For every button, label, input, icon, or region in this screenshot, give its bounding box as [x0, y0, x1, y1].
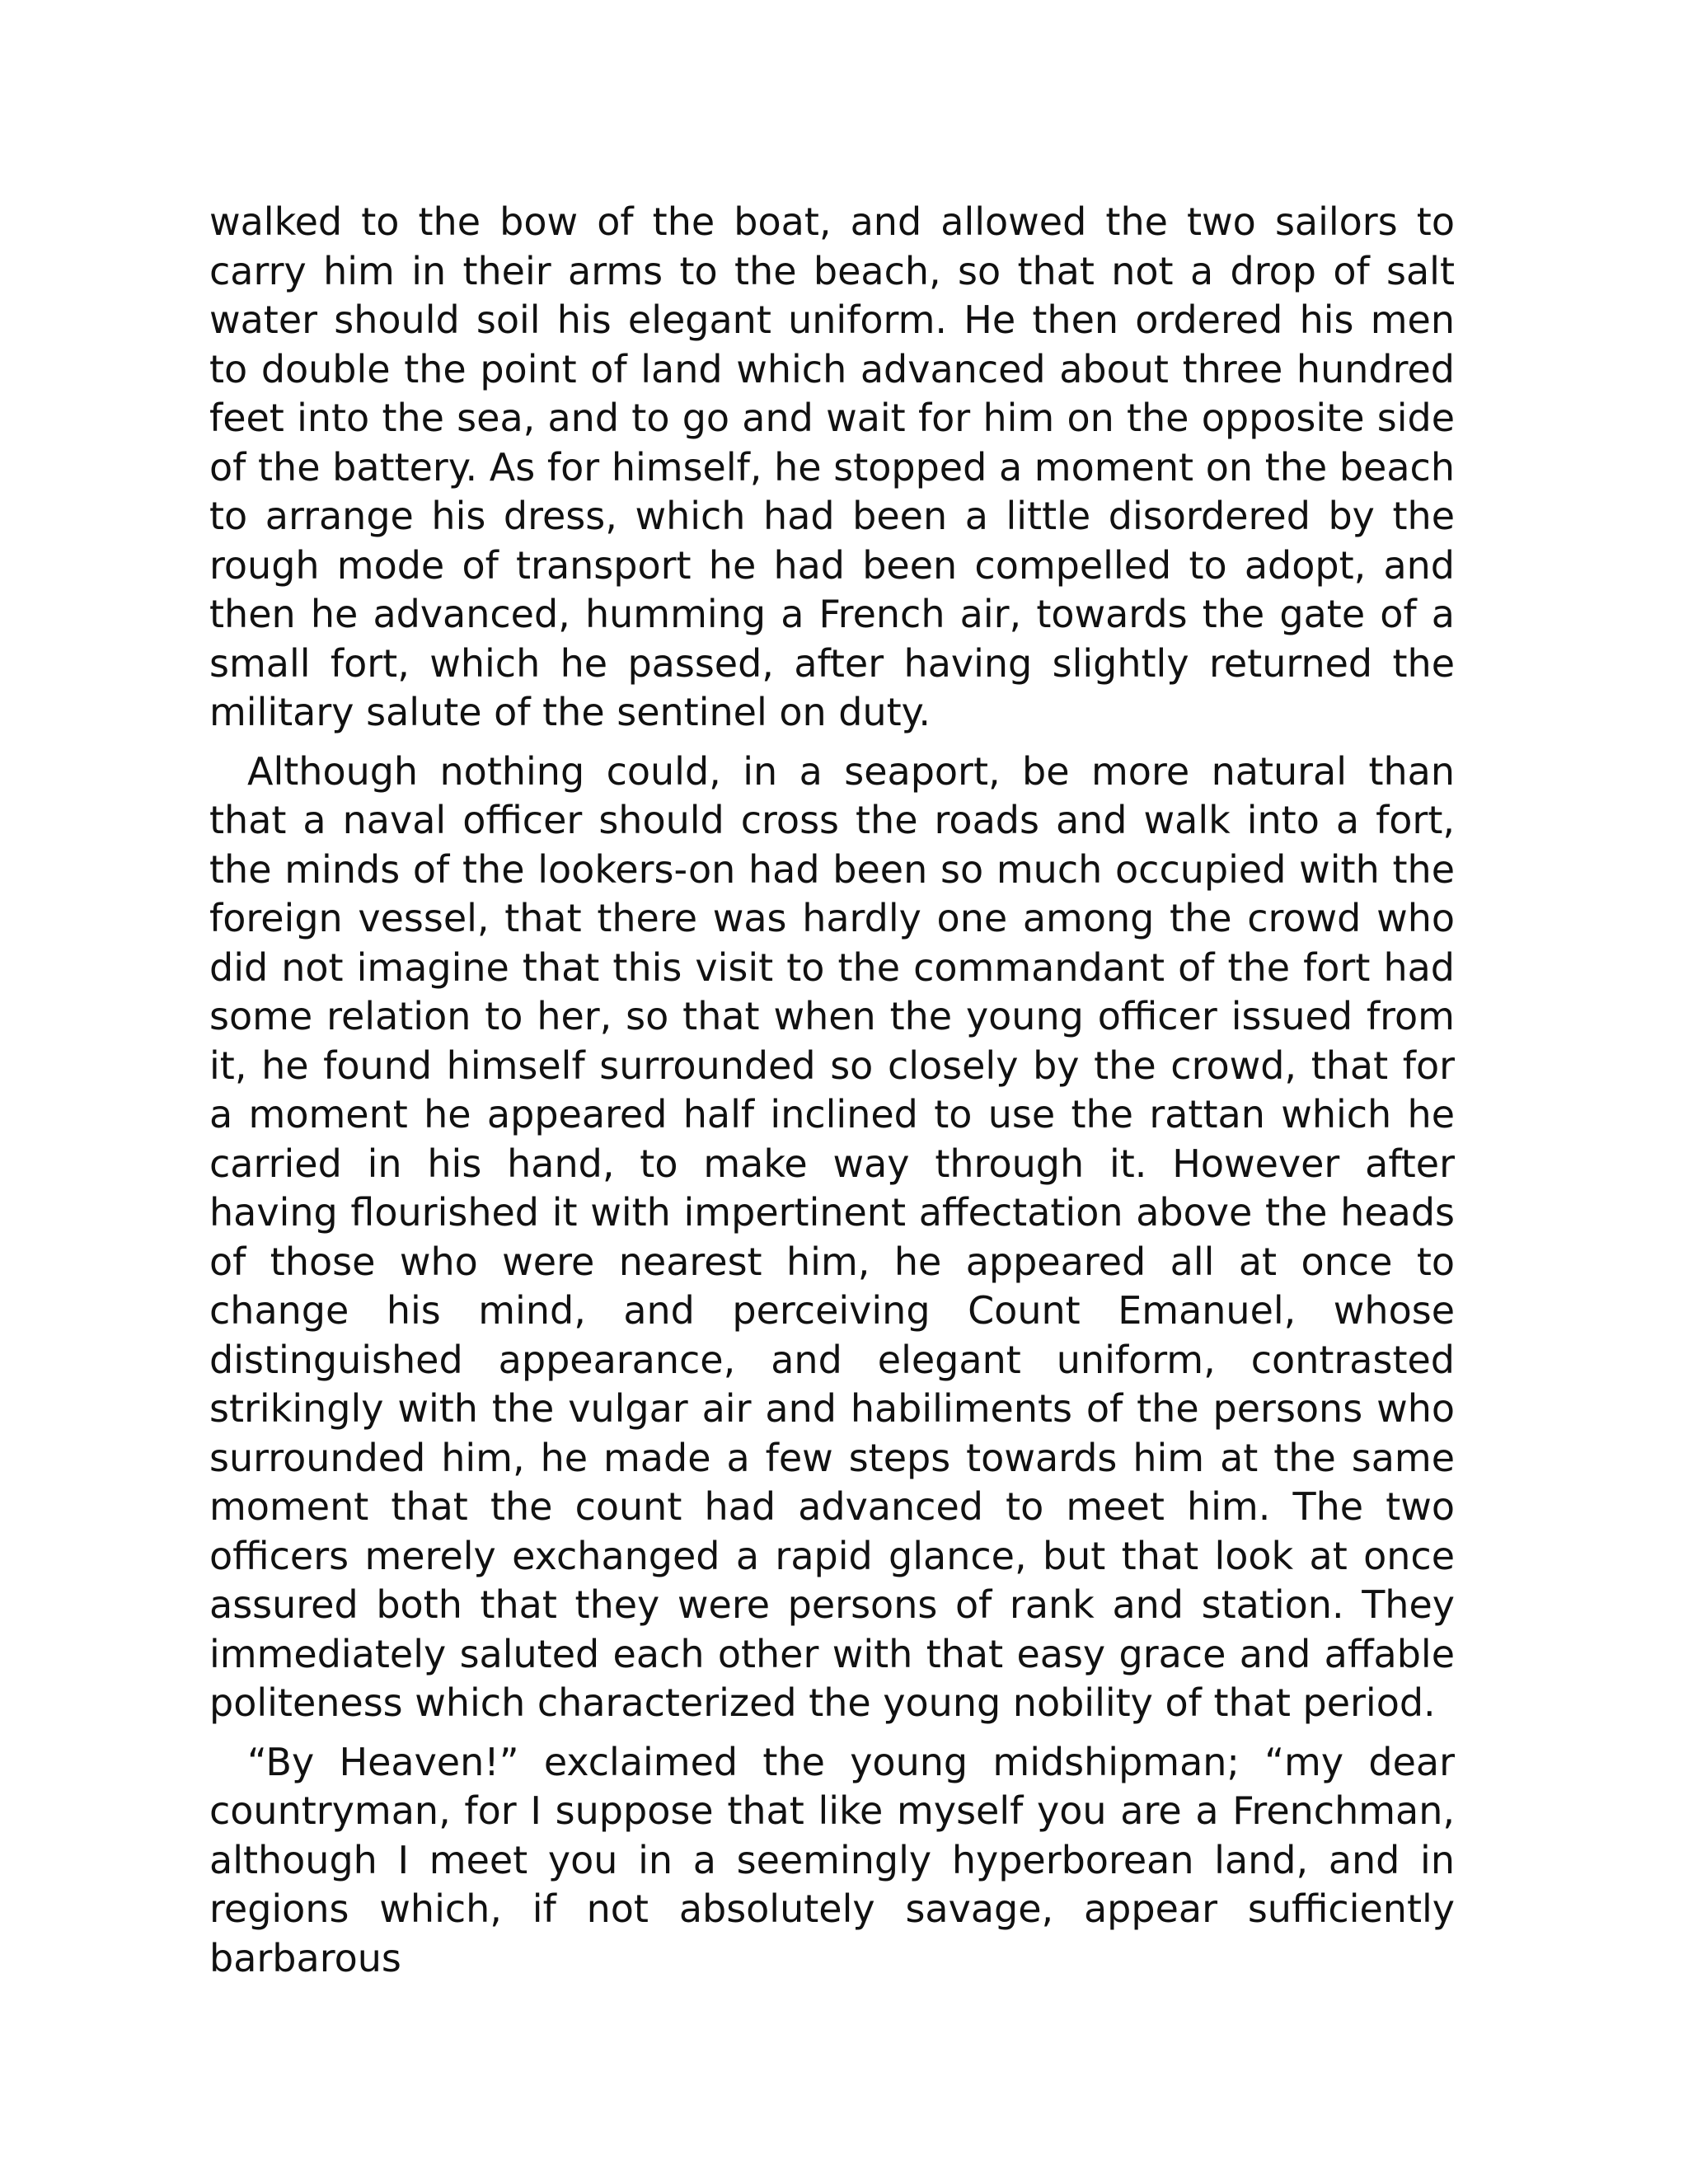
- paragraph-2: Although nothing could, in a seaport, be more natural than that a naval officer should cross the roads and walk into a fort, the minds of the lookers-on had been so much occupied with the foreign vessel, that there was hardly one among the crowd who did not imagine that this visit to the commandant of the fort had some relation to her, so that when the young officer issued from it, he found himself surrounded so closely by the crowd, that for a moment he appeared half inclined to use the rattan which he carried in his hand, to make way through it. However after having flourished it with impertinent affectation above the heads of those who were nearest him, he appeared all at once to change his mind, and perceiving Count Emanuel, whose distinguished appearance, and elegant uniform, contrasted strikingly with the vulgar air and habiliments of the persons who surrounded him, he made a few steps towards him at the same moment that the count had advanced to meet him. The two officers merely exchanged a rapid glance, but that look at once assured both that they were persons of rank and station. They immediately saluted each other with that easy grace and affable politeness which characterized the young nobility of that period.: [209, 748, 1455, 1725]
- paragraph-3: “By Heaven!” exclaimed the young midshipman; “my dear countryman, for I suppose that like myself you are a Frenchman, although I meet you in a seemingly hyperborean land, and in regions which, if not absolutely savage, appear sufficiently barbarous: [209, 1739, 1455, 1980]
- paragraph-1: walked to the bow of the boat, and allowed the two sailors to carry him in their arms to the beach, so that not a drop of salt water should soil his elegant uniform. He then ordered his men to double the point of land which advanced about three hundred feet into the sea, and to go and wait for him on the opposite side of the battery. As for himself, he stopped a moment on the beach to arrange his dress, which had been a little disordered by the rough mode of transport he had been compelled to adopt, and then he advanced, humming a French air, towards the gate of a small fort, which he passed, after having slightly returned the military salute of the sentinel on duty.: [209, 199, 1455, 734]
- body-text: [209, 198, 1455, 1993]
